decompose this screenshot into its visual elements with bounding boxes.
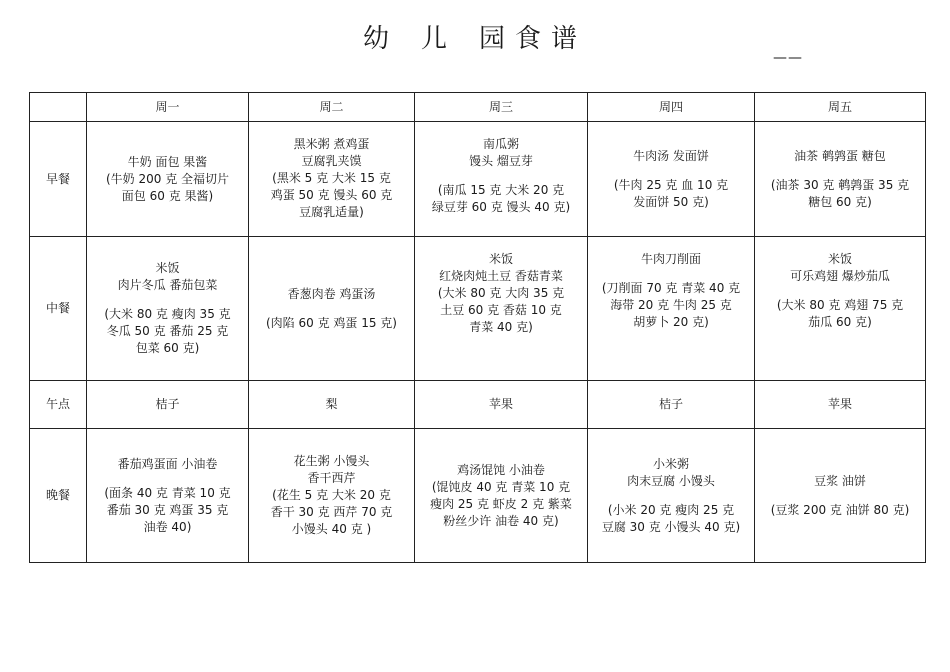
ingredient-line: (牛肉 25 克 血 10 克 xyxy=(613,177,729,192)
ingredient-line: 豆腐乳适量) xyxy=(299,205,364,219)
ingredient-line: (面条 40 克 青菜 10 克 xyxy=(104,485,231,500)
dish-line: 南瓜粥 xyxy=(482,137,519,151)
dish-line: 馒头 熘豆芽 xyxy=(469,154,533,168)
dish-line: 鸡汤馄饨 小油卷 xyxy=(457,462,545,477)
dinner-wed xyxy=(415,429,588,563)
snack-wed: 苹果 xyxy=(415,381,588,429)
breakfast-fri xyxy=(755,122,926,237)
row-dinner xyxy=(30,429,926,563)
ingredient-line: 茄瓜 60 克) xyxy=(808,315,872,329)
menu-table xyxy=(29,92,926,563)
header-row xyxy=(30,93,926,122)
snack-fri: 苹果 xyxy=(755,381,926,429)
dinner-mon xyxy=(87,429,249,563)
dish-line: 肉片冬瓜 番茄包菜 xyxy=(117,278,218,292)
breakfast-wed xyxy=(415,122,588,237)
snack-tue: 梨 xyxy=(249,381,415,429)
dish-line: 牛肉汤 发面饼 xyxy=(633,148,709,163)
row-label-afternoon-snack: 午点 xyxy=(30,381,87,429)
ingredient-line: 冬瓜 50 克 番茄 25 克 xyxy=(106,324,229,338)
ingredient-line: (大米 80 克 大肉 35 克 xyxy=(437,286,565,300)
ingredient-line: (刀削面 70 克 青菜 40 克 xyxy=(601,281,741,295)
dish-line: 肉末豆腐 小馒头 xyxy=(627,473,715,488)
header-wednesday: 周三 xyxy=(415,93,588,122)
dish-line: 番茄鸡蛋面 小油卷 xyxy=(117,456,218,471)
ingredient-line: 海带 20 克 牛肉 25 克 xyxy=(610,298,732,312)
ingredient-line: (牛奶 200 克 全福切片 xyxy=(105,171,230,186)
header-friday: 周五 xyxy=(755,93,926,122)
row-lunch xyxy=(30,237,926,381)
ingredient-line: 瘦肉 25 克 虾皮 2 克 紫菜 xyxy=(430,496,572,511)
row-afternoon-snack xyxy=(30,381,926,429)
lunch-mon xyxy=(87,237,249,381)
title-part-2: 儿 xyxy=(420,24,457,54)
dish-line: 牛奶 面包 果酱 xyxy=(127,154,208,169)
ingredient-line: 小馒头 40 克 ) xyxy=(291,522,372,536)
dish-line: 米饭 xyxy=(827,252,852,266)
row-label-breakfast: 早餐 xyxy=(30,122,87,237)
ingredient-line: (小米 20 克 瘦肉 25 克 xyxy=(607,502,735,517)
ingredient-line: 胡萝卜 20 克) xyxy=(633,315,709,329)
title-part-1: 幼 xyxy=(362,24,399,54)
dish-line: 黑米粥 煮鸡蛋 xyxy=(293,137,370,151)
lunch-thu xyxy=(588,237,755,381)
dish-line: 花生粥 小馒头 xyxy=(293,454,370,468)
ingredient-line: (花生 5 克 大米 20 克 xyxy=(272,488,391,502)
dish-line: 豆腐乳夹馍 xyxy=(301,154,362,168)
snack-thu: 桔子 xyxy=(588,381,755,429)
ingredient-line: (黑米 5 克 大米 15 克 xyxy=(272,171,391,185)
ingredient-line: 绿豆芽 60 克 馒头 40 克) xyxy=(431,200,571,214)
title-part-3: 园食谱 xyxy=(479,24,588,54)
dish-line: 米饭 xyxy=(488,252,513,266)
ingredient-line: 青菜 40 克) xyxy=(469,320,533,334)
ingredient-line: 发面饼 50 克) xyxy=(633,194,709,209)
header-corner xyxy=(30,93,87,122)
lunch-fri xyxy=(755,237,926,381)
dish-line: 油茶 鹌鹑蛋 糖包 xyxy=(794,148,886,163)
ingredient-line: 包菜 60 克) xyxy=(135,341,200,355)
lunch-wed xyxy=(415,237,588,381)
ingredient-line: (肉陷 60 克 鸡蛋 15 克) xyxy=(266,315,397,330)
row-label-dinner: 晚餐 xyxy=(30,429,87,563)
snack-mon: 桔子 xyxy=(87,381,249,429)
lunch-tue xyxy=(249,237,415,381)
row-breakfast xyxy=(30,122,926,237)
ingredient-line: 鸡蛋 50 克 馒头 60 克 xyxy=(270,188,393,202)
ingredient-line: (豆浆 200 克 油饼 80 克) xyxy=(770,502,910,517)
dish-line: 豆浆 油饼 xyxy=(814,473,866,488)
dinner-fri xyxy=(755,429,926,563)
ingredient-line: (大米 80 克 鸡翅 75 克 xyxy=(776,298,904,312)
ingredient-line: 面包 60 克 果酱) xyxy=(121,188,214,203)
ingredient-line: 土豆 60 克 香菇 10 克 xyxy=(440,303,562,317)
row-label-lunch: 中餐 xyxy=(30,237,87,381)
ingredient-line: (南瓜 15 克 大米 20 克 xyxy=(437,183,565,197)
dinner-thu xyxy=(588,429,755,563)
dish-line: 香葱肉卷 鸡蛋汤 xyxy=(287,286,376,301)
dish-line: 小米粥 xyxy=(652,456,689,471)
dish-line: 牛肉刀削面 xyxy=(640,252,701,266)
ingredient-line: (馄饨皮 40 克 青菜 10 克 xyxy=(431,479,571,494)
ingredient-line: 糖包 60 克) xyxy=(808,194,872,209)
header-thursday: 周四 xyxy=(588,93,755,122)
ingredient-line: 油卷 40) xyxy=(143,519,192,534)
dish-line: 红烧肉炖土豆 香菇青菜 xyxy=(439,269,563,283)
date-placeholder-dash: —— xyxy=(773,50,803,66)
breakfast-mon xyxy=(87,122,249,237)
ingredient-line: (大米 80 克 瘦肉 35 克 xyxy=(104,307,231,321)
ingredient-line: 粉丝少许 油卷 40 克) xyxy=(443,513,559,528)
ingredient-line: (油茶 30 克 鹌鹑蛋 35 克 xyxy=(770,177,910,192)
dish-line: 香干西芹 xyxy=(307,471,356,485)
dinner-tue xyxy=(249,429,415,563)
header-tuesday: 周二 xyxy=(249,93,415,122)
dish-line: 可乐鸡翅 爆炒茄瓜 xyxy=(790,269,890,283)
breakfast-thu xyxy=(588,122,755,237)
header-monday: 周一 xyxy=(87,93,249,122)
ingredient-line: 豆腐 30 克 小馒头 40 克) xyxy=(601,519,741,534)
page-title xyxy=(0,18,950,55)
ingredient-line: 香干 30 克 西芹 70 克 xyxy=(270,505,393,519)
breakfast-tue xyxy=(249,122,415,237)
ingredient-line: 番茄 30 克 鸡蛋 35 克 xyxy=(106,502,229,517)
dish-line: 米饭 xyxy=(155,261,180,275)
